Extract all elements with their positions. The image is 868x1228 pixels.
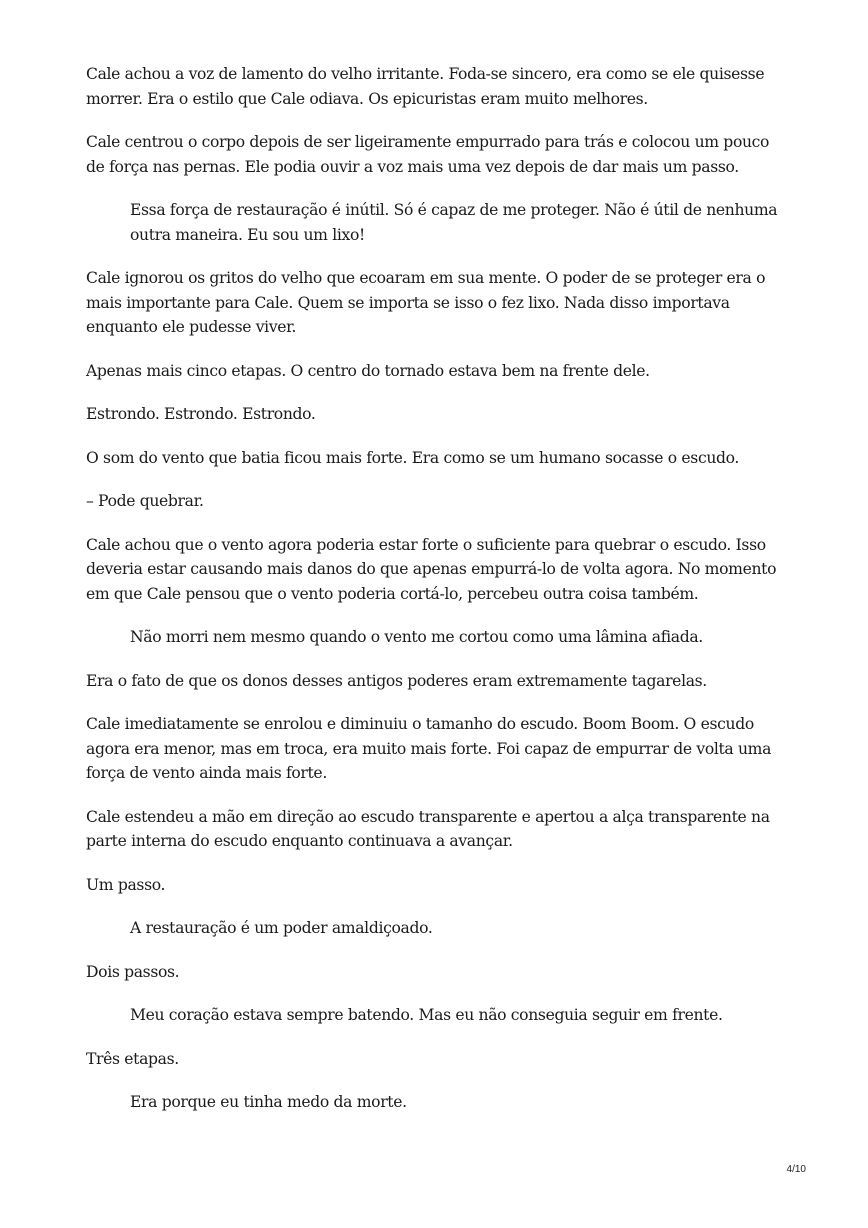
paragraph: Estrondo. Estrondo. Estrondo. bbox=[86, 405, 316, 423]
indented-thought: A restauração é um poder amaldiçoado. bbox=[130, 919, 433, 937]
indented-thought: Essa força de restauração é inútil. Só é capaz de me proteger. Não é útil de nenhuma outra maneira. Eu sou um lixo! bbox=[130, 201, 778, 244]
indented-thought: Não morri nem mesmo quando o vento me cortou como uma lâmina afiada. bbox=[130, 628, 703, 646]
paragraph: Três etapas. bbox=[86, 1049, 179, 1068]
paragraph: Cale estendeu a mão em direção ao escudo transparente e apertou a alça transparente na parte interna do escudo enquanto continuava a avançar. bbox=[86, 807, 770, 850]
dialogue-line: – Pode quebrar. bbox=[86, 492, 204, 510]
document-page bbox=[86, 62, 786, 1134]
page-number: 4/10 bbox=[786, 1164, 806, 1175]
paragraph: Cale achou a voz de lamento do velho irritante. Foda-se sincero, era como se ele quisesse morrer. Era o estilo que Cale odiava. Os epicuristas eram muito melhores. bbox=[86, 65, 765, 108]
paragraph: Cale imediatamente se enrolou e diminuiu o tamanho do escudo. Boom Boom. O escudo agora era menor, mas em troca, era muito mais forte. Foi capaz de empurrar de volta uma força de vento ainda mais forte. bbox=[86, 715, 772, 782]
paragraph: Apenas mais cinco etapas. O centro do tornado estava bem na frente dele. bbox=[86, 361, 650, 380]
paragraph: O som do vento que batia ficou mais forte. Era como se um humano socasse o escudo. bbox=[86, 448, 740, 467]
paragraph: Cale centrou o corpo depois de ser ligeiramente empurrado para trás e colocou um pouco de força nas pernas. Ele podia ouvir a voz mais uma vez depois de dar mais um passo. bbox=[86, 133, 770, 176]
paragraph: Cale achou que o vento agora poderia estar forte o suficiente para quebrar o escudo. Isso deveria estar causando mais danos do que apenas empurrá-lo de volta agora. No momento em que Cale pensou que o vento poderia cortá-lo, percebeu outra coisa também. bbox=[86, 535, 777, 603]
paragraph: Dois passos. bbox=[86, 962, 180, 981]
paragraph: Cale ignorou os gritos do velho que ecoaram em sua mente. O poder de se proteger era o mais importante para Cale. Quem se importa se isso o fez lixo. Nada disso importava enquanto ele pudesse viver. bbox=[86, 269, 766, 336]
paragraph: Era o fato de que os donos desses antigos poderes eram extremamente tagarelas. bbox=[86, 671, 707, 690]
indented-thought: Meu coração estava sempre batendo. Mas eu não conseguia seguir em frente. bbox=[130, 1006, 723, 1024]
indented-thought: Era porque eu tinha medo da morte. bbox=[130, 1093, 407, 1111]
paragraph: Um passo. bbox=[86, 875, 166, 894]
